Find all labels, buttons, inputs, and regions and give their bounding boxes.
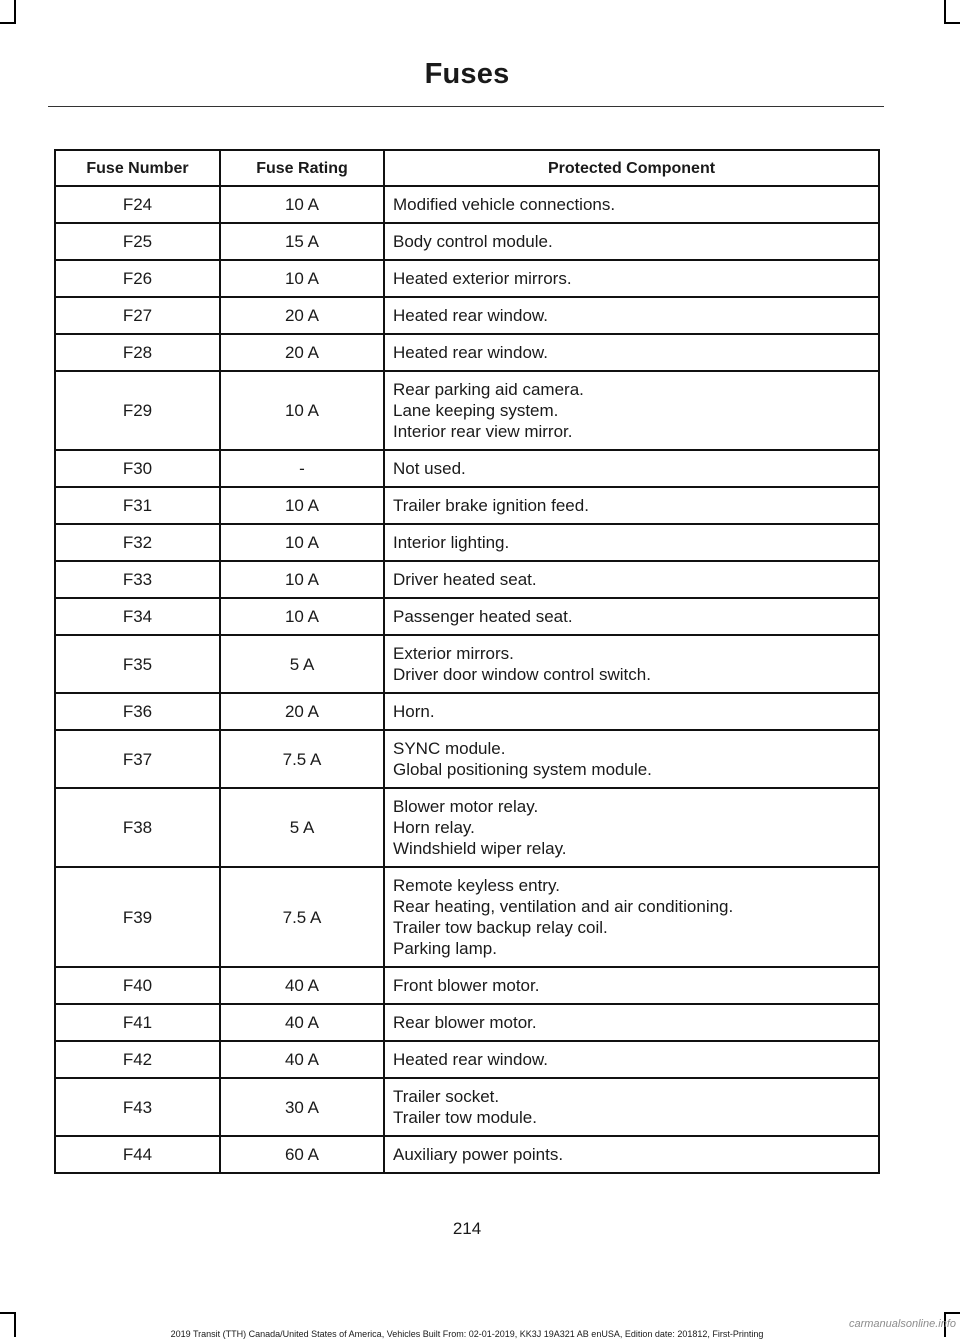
fuse-number-cell: F41 bbox=[55, 1004, 220, 1041]
fuse-rating-cell: 10 A bbox=[220, 487, 384, 524]
table-row bbox=[55, 1078, 879, 1136]
fuse-rating-cell: 5 A bbox=[220, 635, 384, 693]
table-row bbox=[55, 693, 879, 730]
table-row bbox=[55, 1004, 879, 1041]
protected-component-cell bbox=[384, 487, 879, 524]
protected-component-cell bbox=[384, 598, 879, 635]
protected-component-text: Modified vehicle connections. bbox=[393, 195, 616, 214]
protected-component-text: Heated rear window. bbox=[393, 1050, 548, 1069]
protected-component-cell bbox=[384, 524, 879, 561]
protected-component-cell bbox=[384, 693, 879, 730]
protected-component-cell bbox=[384, 1004, 879, 1041]
table-row bbox=[55, 598, 879, 635]
table-row bbox=[55, 561, 879, 598]
protected-component-text: Rear parking aid camera. bbox=[393, 380, 584, 399]
fuse-rating-cell: 10 A bbox=[220, 524, 384, 561]
fuse-rating-cell: 20 A bbox=[220, 297, 384, 334]
table-header-row bbox=[55, 150, 879, 186]
protected-component-text: Blower motor relay. bbox=[393, 797, 539, 816]
protected-component-text: Not used. bbox=[393, 459, 466, 478]
protected-component-cell bbox=[384, 1136, 879, 1173]
protected-component-text: Trailer brake ignition feed. bbox=[393, 496, 589, 515]
protected-component-cell bbox=[384, 223, 879, 260]
fuse-number-cell: F31 bbox=[55, 487, 220, 524]
fuse-number-cell: F35 bbox=[55, 635, 220, 693]
protected-component-text: Horn. bbox=[393, 702, 435, 721]
protected-component-text: Heated exterior mirrors. bbox=[393, 269, 572, 288]
protected-component-cell bbox=[384, 260, 879, 297]
column-header-protected-component: Protected Component bbox=[384, 150, 879, 186]
fuse-number-cell: F40 bbox=[55, 967, 220, 1004]
table-row bbox=[55, 788, 879, 867]
protected-component-text: Remote keyless entry. bbox=[393, 876, 560, 895]
fuse-rating-cell: 10 A bbox=[220, 186, 384, 223]
crop-mark bbox=[0, 22, 16, 24]
protected-component-cell bbox=[384, 561, 879, 598]
fuse-rating-cell: 7.5 A bbox=[220, 730, 384, 788]
protected-component-cell bbox=[384, 297, 879, 334]
fuse-table-body bbox=[55, 186, 879, 1173]
protected-component-text: Heated rear window. bbox=[393, 306, 548, 325]
fuse-rating-cell: 20 A bbox=[220, 693, 384, 730]
protected-component-cell bbox=[384, 635, 879, 693]
fuse-number-cell: F33 bbox=[55, 561, 220, 598]
crop-mark bbox=[944, 0, 946, 22]
protected-component-text: Heated rear window. bbox=[393, 343, 548, 362]
table-row bbox=[55, 297, 879, 334]
protected-component-text: Global positioning system module. bbox=[393, 760, 652, 779]
table-row bbox=[55, 450, 879, 487]
fuse-rating-cell: - bbox=[220, 450, 384, 487]
fuse-number-cell: F43 bbox=[55, 1078, 220, 1136]
protected-component-text: Rear blower motor. bbox=[393, 1013, 537, 1032]
protected-component-text: Exterior mirrors. bbox=[393, 644, 514, 663]
protected-component-text: Auxiliary power points. bbox=[393, 1145, 564, 1164]
fuse-rating-cell: 20 A bbox=[220, 334, 384, 371]
table-row bbox=[55, 967, 879, 1004]
crop-mark bbox=[0, 1312, 16, 1314]
protected-component-text: Trailer socket. bbox=[393, 1087, 500, 1106]
protected-component-text: Driver door window control switch. bbox=[393, 665, 651, 684]
protected-component-cell bbox=[384, 371, 879, 450]
table-row bbox=[55, 260, 879, 297]
table-row bbox=[55, 1136, 879, 1173]
protected-component-cell bbox=[384, 334, 879, 371]
protected-component-text: Trailer tow backup relay coil. bbox=[393, 918, 608, 937]
protected-component-cell bbox=[384, 1078, 879, 1136]
fuse-number-cell: F30 bbox=[55, 450, 220, 487]
protected-component-text: Parking lamp. bbox=[393, 939, 497, 958]
protected-component-text: Lane keeping system. bbox=[393, 401, 559, 420]
table-row bbox=[55, 334, 879, 371]
protected-component-cell bbox=[384, 788, 879, 867]
fuse-number-cell: F38 bbox=[55, 788, 220, 867]
fuse-number-cell: F37 bbox=[55, 730, 220, 788]
fuse-rating-cell: 5 A bbox=[220, 788, 384, 867]
crop-mark bbox=[944, 1312, 960, 1314]
protected-component-text: Passenger heated seat. bbox=[393, 607, 573, 626]
protected-component-text: Front blower motor. bbox=[393, 976, 540, 995]
title-divider bbox=[48, 106, 884, 107]
fuse-rating-cell: 40 A bbox=[220, 1041, 384, 1078]
column-header-fuse-rating: Fuse Rating bbox=[220, 150, 384, 186]
fuse-number-cell: F36 bbox=[55, 693, 220, 730]
fuse-rating-cell: 60 A bbox=[220, 1136, 384, 1173]
column-header-fuse-number: Fuse Number bbox=[55, 150, 220, 186]
table-row bbox=[55, 487, 879, 524]
table-row bbox=[55, 867, 879, 967]
table-row bbox=[55, 186, 879, 223]
fuse-number-cell: F32 bbox=[55, 524, 220, 561]
fuse-table bbox=[54, 149, 880, 1174]
protected-component-text: Interior rear view mirror. bbox=[393, 422, 573, 441]
table-row bbox=[55, 1041, 879, 1078]
protected-component-text: Driver heated seat. bbox=[393, 570, 537, 589]
protected-component-text: Windshield wiper relay. bbox=[393, 839, 567, 858]
table-row bbox=[55, 730, 879, 788]
table-row bbox=[55, 371, 879, 450]
fuse-number-cell: F28 bbox=[55, 334, 220, 371]
table-row bbox=[55, 524, 879, 561]
fuse-rating-cell: 10 A bbox=[220, 371, 384, 450]
protected-component-cell bbox=[384, 967, 879, 1004]
fuse-number-cell: F29 bbox=[55, 371, 220, 450]
protected-component-text: Horn relay. bbox=[393, 818, 475, 837]
crop-mark bbox=[944, 22, 960, 24]
page-number: 214 bbox=[452, 1219, 482, 1238]
fuse-number-cell: F26 bbox=[55, 260, 220, 297]
fuse-number-cell: F25 bbox=[55, 223, 220, 260]
fuse-rating-cell: 30 A bbox=[220, 1078, 384, 1136]
protected-component-cell bbox=[384, 450, 879, 487]
protected-component-text: Body control module. bbox=[393, 232, 553, 251]
table-row bbox=[55, 223, 879, 260]
page-title: Fuses bbox=[424, 58, 510, 90]
fuse-number-cell: F42 bbox=[55, 1041, 220, 1078]
table-row bbox=[55, 635, 879, 693]
protected-component-text: Rear heating, ventilation and air conditioning. bbox=[393, 897, 734, 916]
fuse-rating-cell: 10 A bbox=[220, 598, 384, 635]
crop-mark bbox=[14, 0, 16, 22]
fuse-rating-cell: 7.5 A bbox=[220, 867, 384, 967]
protected-component-cell bbox=[384, 1041, 879, 1078]
fuse-rating-cell: 40 A bbox=[220, 967, 384, 1004]
protected-component-text: Trailer tow module. bbox=[393, 1108, 537, 1127]
fuse-rating-cell: 15 A bbox=[220, 223, 384, 260]
protected-component-text: SYNC module. bbox=[393, 739, 506, 758]
fuse-number-cell: F39 bbox=[55, 867, 220, 967]
fuse-number-cell: F34 bbox=[55, 598, 220, 635]
fuse-rating-cell: 10 A bbox=[220, 561, 384, 598]
protected-component-text: Interior lighting. bbox=[393, 533, 510, 552]
fuse-rating-cell: 40 A bbox=[220, 1004, 384, 1041]
fuse-number-cell: F27 bbox=[55, 297, 220, 334]
fuse-rating-cell: 10 A bbox=[220, 260, 384, 297]
watermark: carmanualsonline.info bbox=[848, 1318, 956, 1330]
protected-component-cell bbox=[384, 186, 879, 223]
fuse-number-cell: F24 bbox=[55, 186, 220, 223]
footer-text: 2019 Transit (TTH) Canada/United States of America, Vehicles Built From: 02-01-2019, KK3J 19A321 AB enUSA, Edition date: 201812, First-Printing bbox=[170, 1329, 764, 1339]
protected-component-cell bbox=[384, 867, 879, 967]
fuse-number-cell: F44 bbox=[55, 1136, 220, 1173]
protected-component-cell bbox=[384, 730, 879, 788]
